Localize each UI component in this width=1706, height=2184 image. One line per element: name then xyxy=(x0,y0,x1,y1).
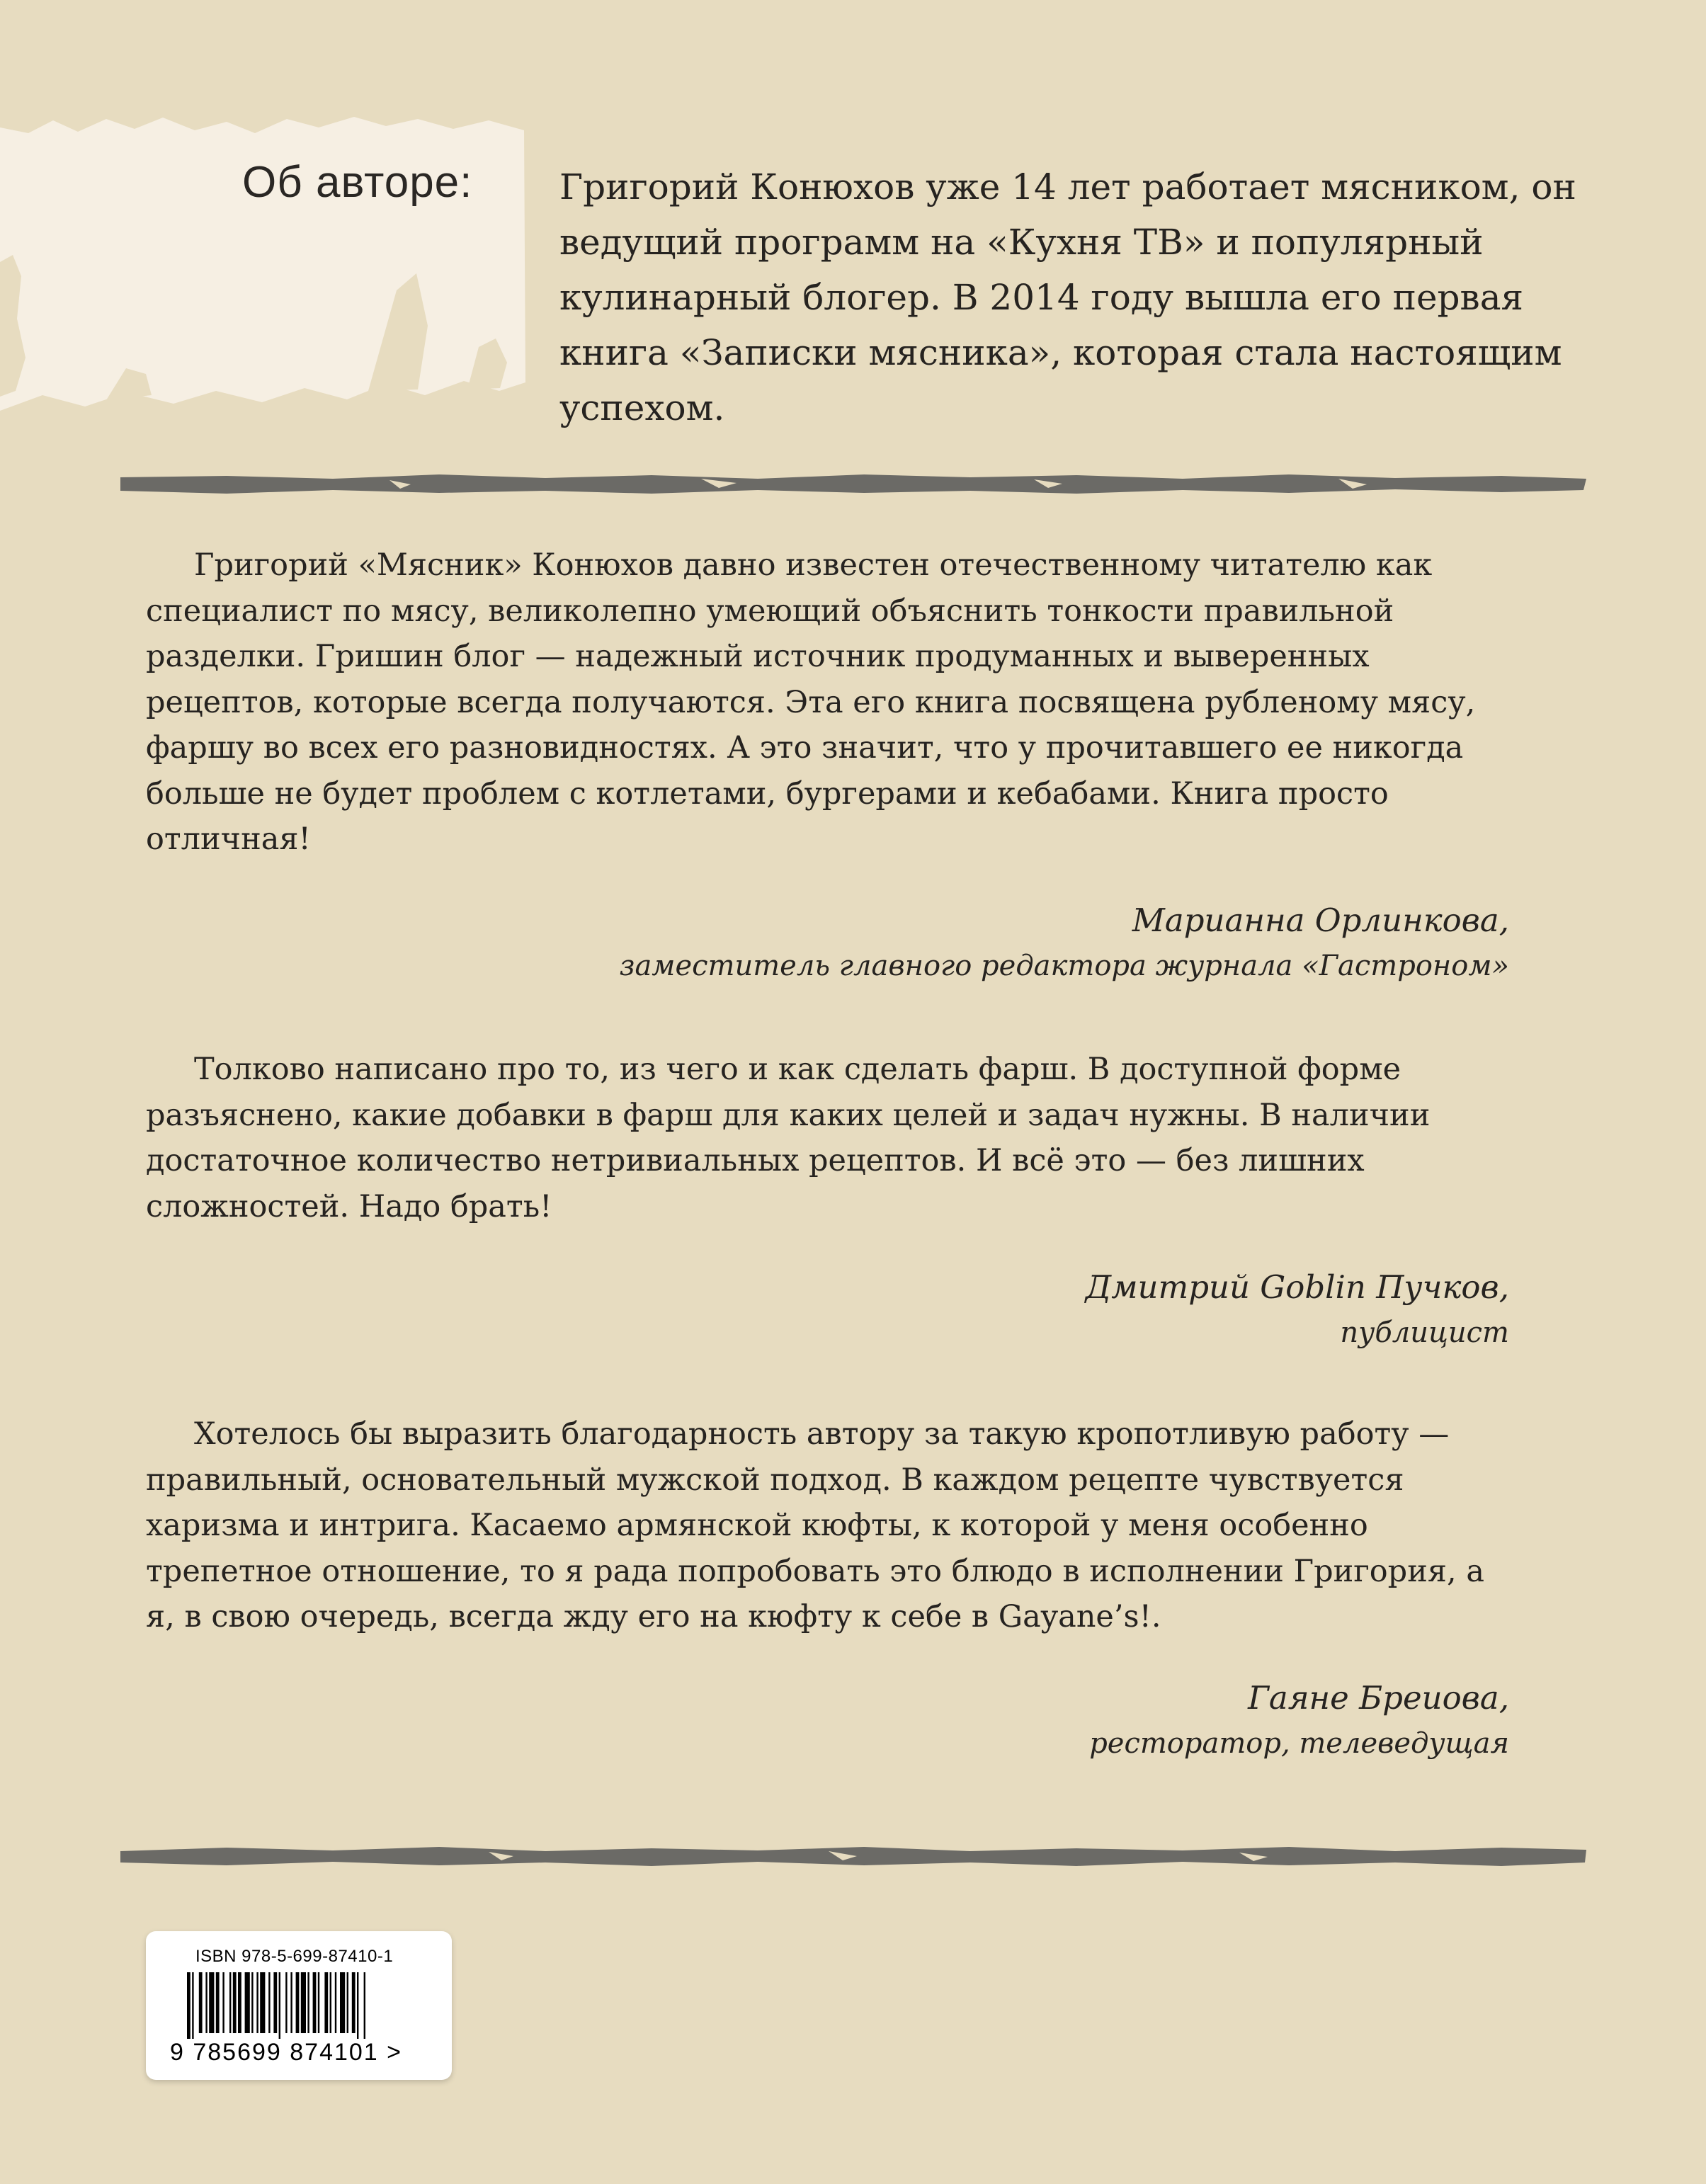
barcode-label xyxy=(146,1931,452,2080)
barcode-bar xyxy=(187,1972,190,2039)
review-3 xyxy=(146,1411,1509,1766)
review-3-attribution xyxy=(146,1676,1509,1766)
barcode-bars xyxy=(146,1972,452,2040)
barcode-bar xyxy=(233,1972,237,2033)
review-2-author: Дмитрий Goblin Пучков, xyxy=(1085,1268,1509,1306)
barcode-bar xyxy=(296,1972,300,2033)
barcode-bar xyxy=(256,1972,258,2033)
barcode-bar xyxy=(313,1972,317,2033)
review-1-role: заместитель главного редактора журнала «Гастроном» xyxy=(619,949,1509,982)
review-2-text: Толково написано про то, из чего и как сделать фарш. В доступной форме разъяснено, какие добавки в фарш для каких целей и задач нужны. В наличии достаточное количество нетривиальных рецептов. И всё это — без лишних сложностей. Надо брать! xyxy=(146,1052,1431,1224)
review-1 xyxy=(146,542,1509,989)
about-author-label: Об авторе: xyxy=(242,158,473,207)
barcode-bar xyxy=(290,1972,292,2033)
barcode-bar xyxy=(364,1972,365,2039)
barcode-bar xyxy=(205,1972,207,2033)
barcode-bar xyxy=(347,1972,348,2033)
barcode-digits: 9 785699 874101 > xyxy=(170,2039,403,2066)
review-1-author: Марианна Орлинкова, xyxy=(1132,901,1509,939)
review-1-attribution xyxy=(146,898,1509,989)
barcode-bar xyxy=(301,1972,306,2033)
top-divider xyxy=(120,470,1586,499)
barcode-bar xyxy=(340,1972,345,2033)
barcode-bar xyxy=(260,1972,265,2033)
barcode-bar xyxy=(268,1972,270,2033)
barcode-bar xyxy=(279,1972,280,2039)
barcode-bar xyxy=(352,1972,356,2033)
review-1-text: Григорий «Мясник» Конюхов давно известен отечественному читателю как специалист по мясу, великолепно умеющий объяснить тонкости правильной разделки. Гришин блог — надежный источник продуманных и выверенных рецептов, которые всегда получаются. Эта его книга посвящена рубленому мясу, фаршу во всех его разновидностях. А это значит, что у прочитавшего ее никогда больше не будет проблем с котлетами, бургерами и кебабами. Книга просто отличная! xyxy=(146,547,1476,857)
barcode-bar xyxy=(229,1972,231,2033)
barcode-bar xyxy=(238,1972,241,2033)
barcode-bar xyxy=(245,1972,250,2033)
about-author-text: Григорий Конюхов уже 14 лет работает мясником, он ведущий программ на «Кухня ТВ» и популярный кулинарный блогер. В 2014 году вышла его первая книга «Записки мясника», которая стала настоящим успехом. xyxy=(559,166,1576,428)
barcode-bar xyxy=(335,1972,336,2033)
barcode-bar xyxy=(285,1972,287,2033)
barcode-bar xyxy=(318,1972,319,2033)
bottom-divider xyxy=(120,1843,1586,1871)
barcode-bar xyxy=(307,1972,309,2033)
barcode-bar xyxy=(209,1972,214,2033)
review-2-role: публицист xyxy=(1340,1316,1509,1349)
barcode-bar xyxy=(216,1972,220,2033)
barcode-bar xyxy=(199,1972,203,2033)
barcode-bar xyxy=(324,1972,328,2033)
review-3-author: Гаяне Бреиова, xyxy=(1248,1678,1509,1717)
barcode-bar xyxy=(330,1972,331,2033)
review-3-role: ресторатор, телеведущая xyxy=(1089,1727,1509,1760)
barcode-bar xyxy=(273,1972,277,2033)
review-2-attribution xyxy=(146,1265,1509,1355)
barcode-bar xyxy=(222,1972,224,2033)
isbn-number: ISBN 978-5-699-87410-1 xyxy=(195,1947,394,1966)
review-2 xyxy=(146,1047,1509,1355)
barcode-bar xyxy=(357,1972,358,2039)
barcode-bar xyxy=(251,1972,253,2033)
barcode-bar xyxy=(192,1972,193,2039)
review-3-text: Хотелось бы выразить благодарность автору за такую кропотливую работу — правильный, основательный мужской подход. В каждом рецепте чувствуется харизма и интрига. Касаемо армянской кюфты, к которой у меня особенно трепетное отношение, то я рада попробовать это блюдо в исполнении Григория, а я, в свою очередь, всегда жду его на кюфту к себе в Gayane’s!. xyxy=(146,1416,1484,1634)
